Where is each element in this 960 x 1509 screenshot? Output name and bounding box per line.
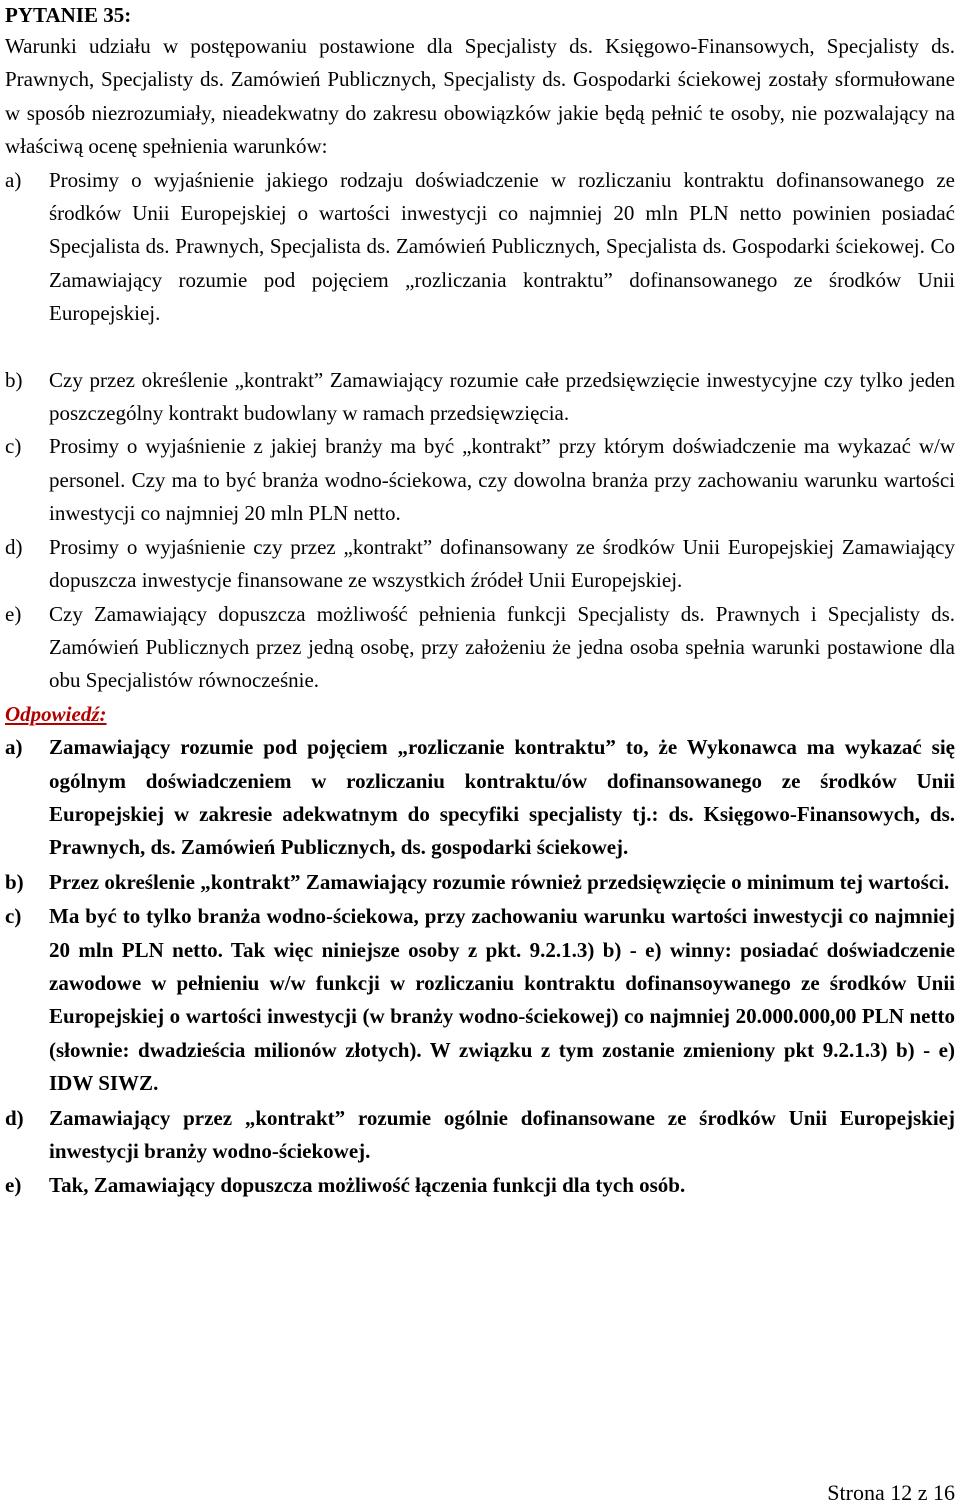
answer-item xyxy=(5,1102,955,1169)
question-intro: Warunki udziału w postępowaniu postawione dla Specjalisty ds. Księgowo-Finansowych, Specjalisty ds. Prawnych, Specjalisty ds. Zamówień Publicznych, Specjalisty ds. Gospodarki ściekowej zostały sformułowane w sposób niezrozumiały, nieadekwatny do zakresu obowiązków jakie będą pełnić te osoby, nie pozwalający na właściwą ocenę spełnienia warunków: xyxy=(5,34,955,159)
question-item xyxy=(5,164,955,331)
answer-text: Przez określenie „kontrakt” Zamawiający rozumie również przedsięwzięcie o minimum tej wartości. xyxy=(49,869,950,894)
answer-item xyxy=(5,1169,955,1202)
answer-item xyxy=(5,731,955,865)
footer-of: z xyxy=(917,1480,928,1505)
footer-total-pages: 16 xyxy=(933,1480,955,1505)
question-list xyxy=(5,164,955,698)
answer-item xyxy=(5,900,955,1100)
list-marker: b) xyxy=(5,367,23,392)
question-text: Czy Zamawiający dopuszcza możliwość pełnienia funkcji Specjalisty ds. Prawnych i Specjalisty ds. Zamówień Publicznych przez jedną osobę, przy założeniu że jedna osoba spełnia warunki postawione dla obu Specjalistów równocześnie. xyxy=(49,601,955,693)
question-item xyxy=(5,531,955,598)
answer-text: Zamawiający rozumie pod pojęciem „rozliczanie kontraktu” to, że Wykonawca ma wykazać się ogólnym doświadczeniem w rozliczaniu kontraktu/ów dofinansowanego ze środków Unii Europejskiej w zakresie adekwatnym do specyfiki specjalisty tj.: ds. Księgowo-Finansowych, ds. Prawnych, ds. Zamówień Publicznych, ds. gospodarki ściekowej. xyxy=(49,735,955,860)
list-marker: c) xyxy=(5,434,22,459)
list-marker: c) xyxy=(5,904,22,929)
list-marker: e) xyxy=(5,1173,22,1198)
answer-text: Tak, Zamawiający dopuszcza możliwość łączenia funkcji dla tych osób. xyxy=(49,1173,686,1198)
list-marker: d) xyxy=(5,1105,24,1130)
list-marker: e) xyxy=(5,601,22,626)
answer-text: Ma być to tylko branża wodno-ściekowa, przy zachowaniu warunku wartości inwestycji co najmniej 20 mln PLN netto. Tak więc niniejsze osoby z pkt. 9.2.1.3) b) - e) winny: posiadać doświadczenie zawodowe w pełnieniu w/w funkcji w rozliczaniu kontraktu dofinansoywanego ze środków Unii Europejskiej o wartości inwestycji (w branży wodno-ściekowej) co najmniej 20.000.000,00 PLN netto (słownie: dwadzieścia milionów złotych). W związku z tym zostanie zmieniony pkt 9.2.1.3) b) - e) IDW SIWZ. xyxy=(49,904,955,1096)
question-text: Prosimy o wyjaśnienie czy przez „kontrakt” dofinansowany ze środków Unii Europejskiej Zamawiający dopuszcza inwestycje finansowane ze wszystkich źródeł Unii Europejskiej. xyxy=(49,534,955,593)
document-page xyxy=(5,0,955,1204)
question-item xyxy=(5,430,955,530)
list-marker: d) xyxy=(5,534,23,559)
answer-text: Zamawiający przez „kontrakt” rozumie ogólnie dofinansowane ze środków Unii Europejskiej inwestycji branży wodno-ściekowej. xyxy=(49,1105,955,1163)
question-item xyxy=(5,598,955,698)
list-marker: a) xyxy=(5,167,22,192)
question-heading: PYTANIE 35: xyxy=(5,3,132,27)
list-marker: b) xyxy=(5,869,24,894)
answer-label: Odpowiedź: xyxy=(5,701,107,726)
question-text: Prosimy o wyjaśnienie z jakiej branży ma być „kontrakt” przy którym doświadczenie ma wykazać w/w personel. Czy ma to być branża wodno-ściekowa, czy dowolna branża przy zachowaniu warunku wartości inwestycji co najmniej 20 mln PLN netto. xyxy=(49,434,955,526)
question-text: Prosimy o wyjaśnienie jakiego rodzaju doświadczenie w rozliczaniu kontraktu dofinansowanego ze środków Unii Europejskiej o wartości inwestycji co najmniej 20 mln PLN netto powinien posiadać Specjalista ds. Prawnych, Specjalista ds. Zamówień Publicznych, Specjalista ds. Gospodarki ściekowej. Co Zamawiający rozumie pod pojęciem „rozliczania kontraktu” dofinansowanego ze środków Unii Europejskiej. xyxy=(49,167,955,326)
answer-item xyxy=(5,866,955,899)
question-text: Czy przez określenie „kontrakt” Zamawiający rozumie całe przedsięwzięcie inwestycyjne czy tylko jeden poszczególny kontrakt budowlany w ramach przedsięwzięcia. xyxy=(49,367,955,426)
footer-page-number: 12 xyxy=(890,1480,913,1505)
footer-label: Strona xyxy=(827,1480,885,1505)
question-item xyxy=(5,364,955,431)
answer-list xyxy=(5,731,955,1203)
page-footer xyxy=(827,1478,955,1508)
list-marker: a) xyxy=(5,735,23,760)
